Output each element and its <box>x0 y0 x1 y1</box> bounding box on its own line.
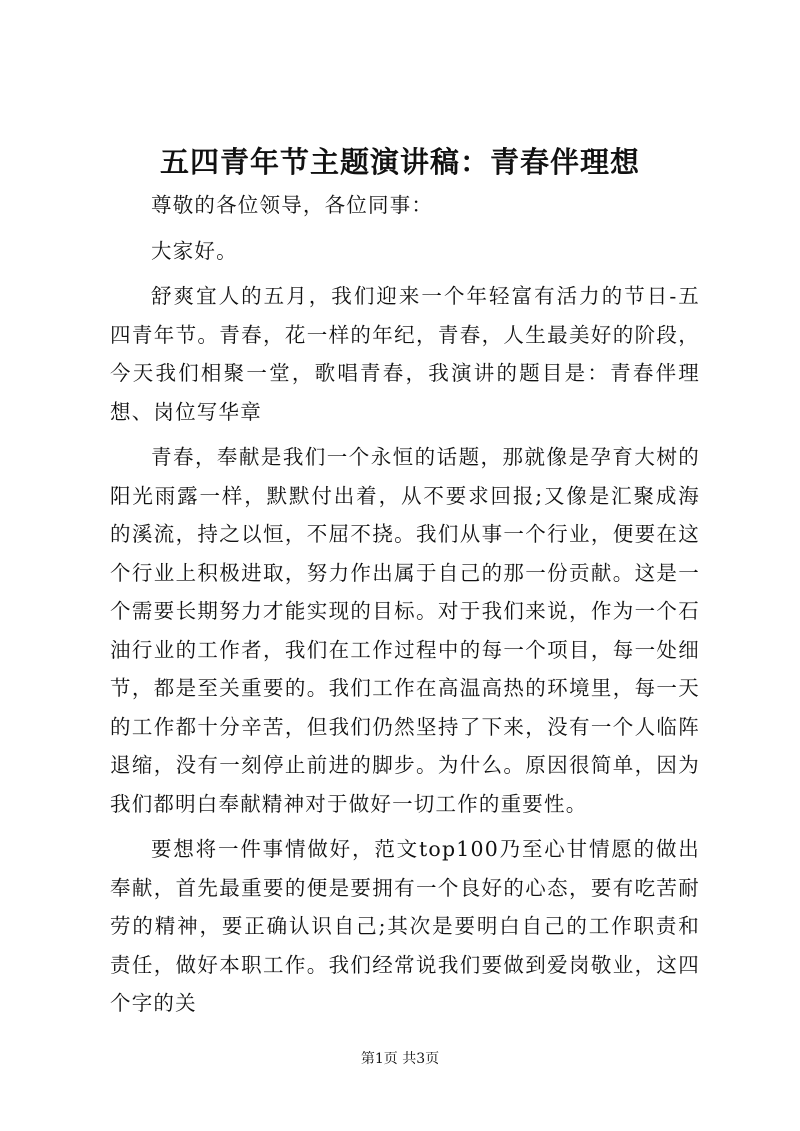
body-paragraph: 要想将一件事情做好，范文top100乃至心甘情愿的做出奉献，首先最重要的便是要拥有一个良好的心态，要有吃苦耐劳的精神，要正确认识自己;其次是要明白自己的工作职责和责任，做好本职工作。我们经常说我们要做到爱岗敬业，这四个字的关 <box>110 837 700 1015</box>
body-paragraph: 舒爽宜人的五月，我们迎来一个年轻富有活力的节日-五四青年节。青春，花一样的年纪，青春，人生最美好的阶段，今天我们相聚一堂，歌唱青春，我演讲的题目是：青春伴理想、岗位写华章 <box>110 284 700 424</box>
body-paragraph: 青春，奉献是我们一个永恒的话题，那就像是孕育大树的阳光雨露一样，默默付出着，从不要求回报;又像是汇聚成海的溪流，持之以恒，不屈不挠。我们从事一个行业，便要在这个行业上积极进取，努力作出属于自己的那一份贡献。这是一个需要长期努力才能实现的目标。对于我们来说，作为一个石油行业的工作者，我们在工作过程中的每一个项目，每一处细节，都是至关重要的。我们工作在高温高热的环境里，每一天的工作都十分辛苦，但我们仍然坚持了下来，没有一个人临阵退缩，没有一刻停止前进的脚步。为什么。原因很简单，因为我们都明白奉献精神对于做好一切工作的重要性。 <box>110 445 700 816</box>
greeting-paragraph: 大家好。 <box>151 238 238 263</box>
document-body <box>110 186 700 1030</box>
page-footer: 第1页 共3页 <box>360 1051 440 1067</box>
salutation-paragraph: 尊敬的各位领导，各位同事： <box>151 193 434 217</box>
document-title: 五四青年节主题演讲稿：青春伴理想 <box>159 145 640 179</box>
